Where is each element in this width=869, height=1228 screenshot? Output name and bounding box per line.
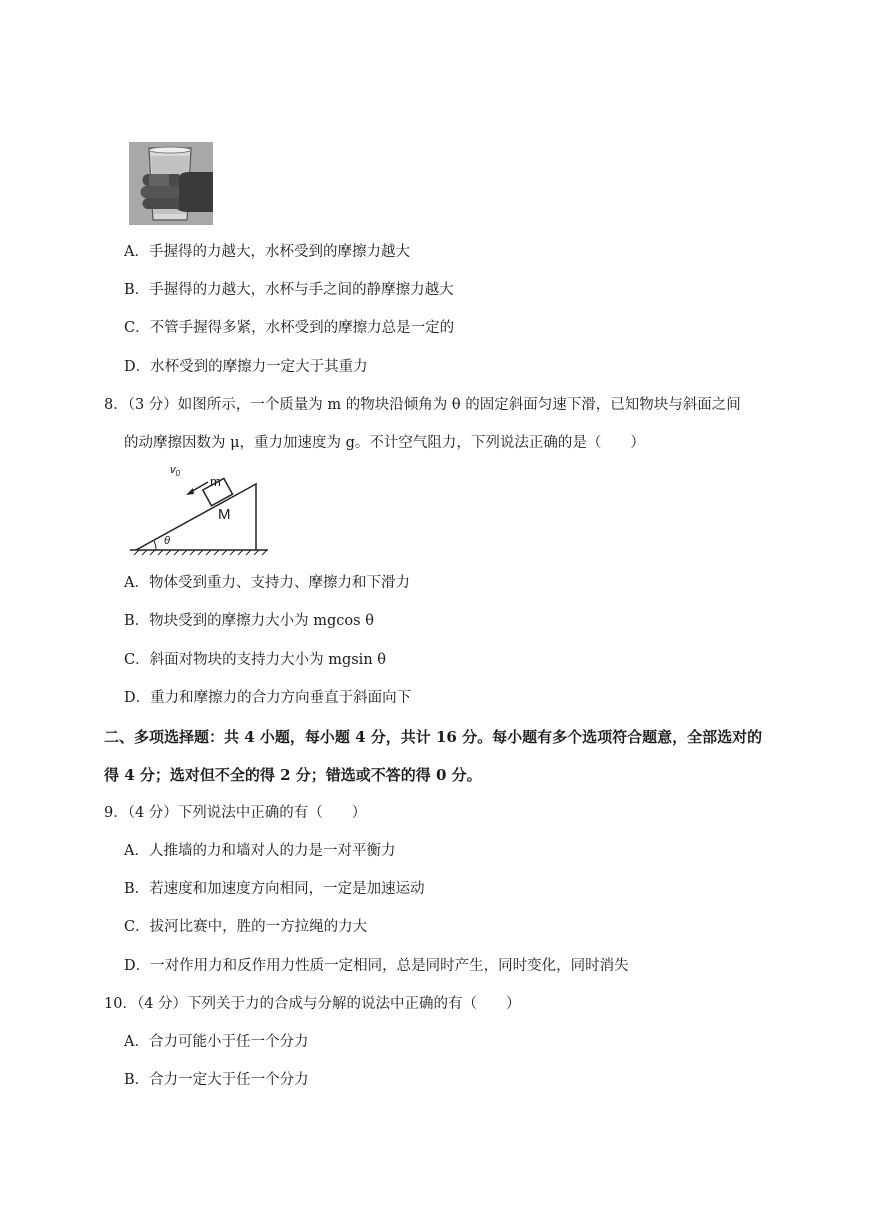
q7-option-b: B．手握得的力越大，水杯与手之间的静摩擦力越大 [124, 282, 454, 298]
q10-option-b: B．合力一定大于任一个分力 [124, 1072, 309, 1088]
theta-label: θ [164, 535, 170, 547]
section2-heading-line1: 二、多项选择题：共 4 小题，每小题 4 分，共计 16 分。每小题有多个选项符合题意，全部选对的 [104, 728, 763, 746]
q9-stem: 9．（4 分）下列说法中正确的有（ ） [104, 805, 367, 821]
block-m-label: m [210, 474, 221, 489]
q10-stem: 10．（4 分）下列关于力的合成与分解的说法中正确的有（ ） [104, 996, 521, 1012]
section2-heading-line2: 得 4 分；选对但不全的得 2 分；错选或不答的得 0 分。 [104, 766, 482, 784]
q8-option-b: B．物块受到的摩擦力大小为 mgcos θ [124, 613, 374, 629]
hand-holding-glass-photo [129, 142, 213, 225]
q7-option-d: D．水杯受到的摩擦力一定大于其重力 [124, 359, 368, 375]
q9-option-a: A．人推墙的力和墙对人的力是一对平衡力 [124, 843, 396, 859]
v0-label: $v_0$ [170, 464, 180, 479]
q8-option-d: D．重力和摩擦力的合力方向垂直于斜面向下 [124, 690, 412, 706]
q8-option-a: A．物体受到重力、支持力、摩擦力和下滑力 [124, 575, 410, 591]
q8-stem-line2: 的动摩擦因数为 μ，重力加速度为 g。不计空气阻力，下列说法正确的是（ ） [124, 435, 645, 451]
q9-option-d: D．一对作用力和反作用力性质一定相同，总是同时产生，同时变化，同时消失 [124, 958, 629, 974]
incline-M-label: M [218, 506, 231, 523]
q8-option-c: C．斜面对物块的支持力大小为 mgsin θ [124, 652, 386, 668]
q7-option-a: A．手握得的力越大，水杯受到的摩擦力越大 [124, 244, 410, 260]
q9-option-c: C．拔河比赛中，胜的一方拉绳的力大 [124, 919, 368, 935]
q10-option-a: A．合力可能小于任一个分力 [124, 1034, 309, 1050]
q9-option-b: B．若速度和加速度方向相同，一定是加速运动 [124, 881, 425, 897]
q7-option-c: C．不管手握得多紧，水杯受到的摩擦力总是一定的 [124, 320, 455, 336]
incline-figure [126, 466, 272, 556]
q8-stem-line1: 8．（3 分）如图所示，一个质量为 m 的物块沿倾角为 θ 的固定斜面匀速下滑，已知物块与斜面之间 [104, 397, 741, 413]
